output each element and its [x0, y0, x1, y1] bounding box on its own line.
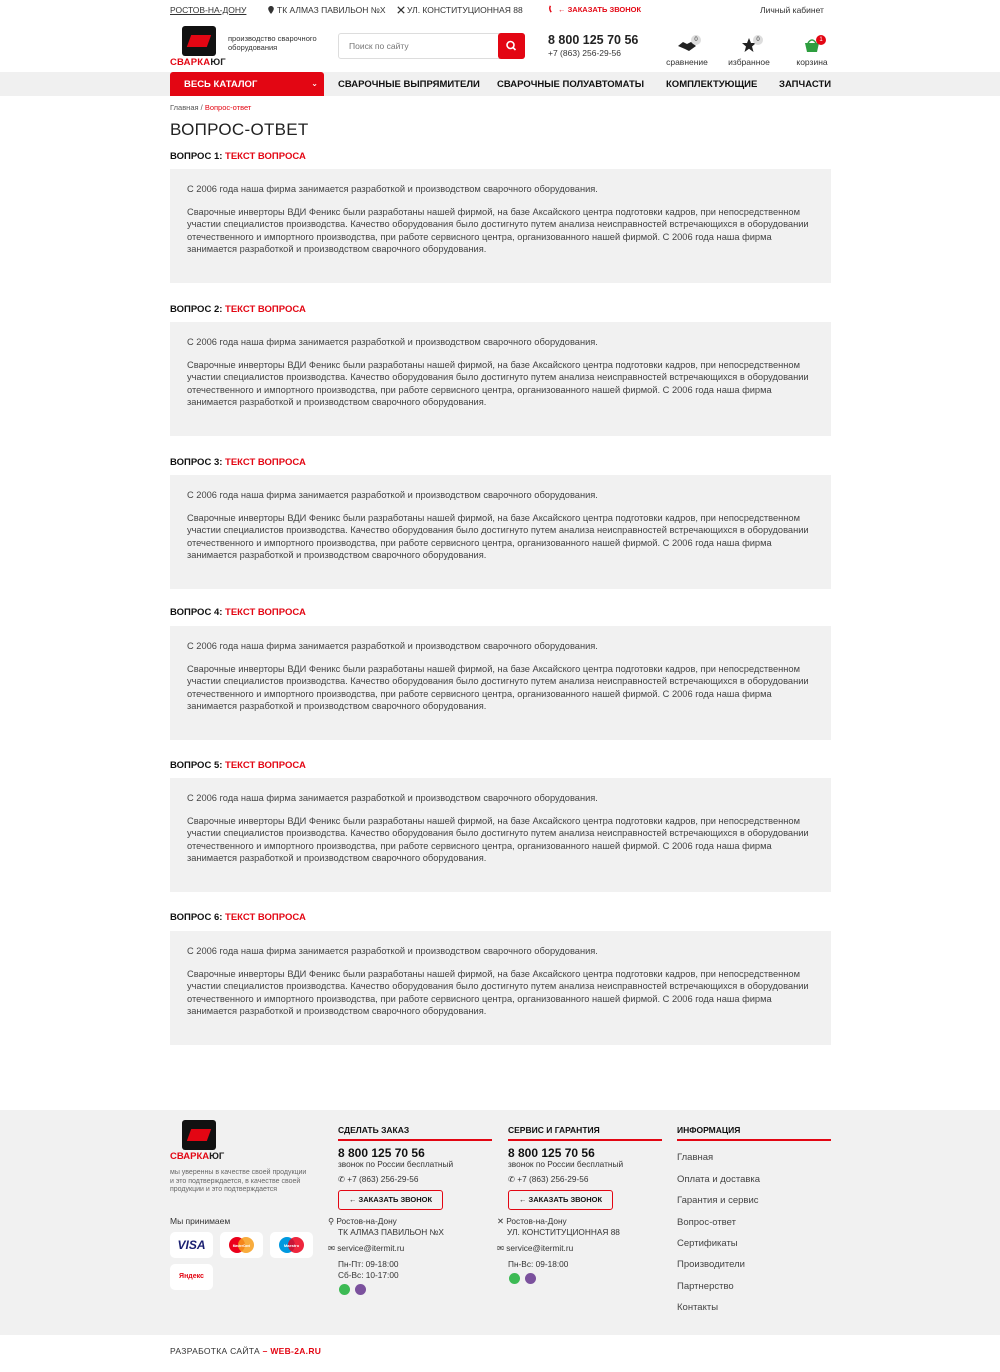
tools-icon [397, 6, 405, 14]
faq-question-text: ТЕКСТ ВОПРОСА [225, 760, 306, 771]
breadcrumb-current: Вопрос-ответ [204, 103, 252, 112]
mastercard-text: MasterCard [232, 1244, 251, 1248]
faq-answer-paragraph: Сварочные инверторы ВДИ Феникс были разработаны нашей фирмой, на базе Аксайского центра подготовки кадров, при непосредственном участии специалистов производства. Качество оборудования было достигнуто путем анализа неисправностей встречающихся в оборудовании отечественного и импортного производства, при работе сервисного центра, организованного нашей фирмой. С 2006 года наша фирма занимается разработкой и производством сварочного оборудования. [187, 664, 809, 711]
footer-order-callback-button[interactable]: ← ЗАКАЗАТЬ ЗВОНОК [338, 1190, 443, 1210]
footer-service-email[interactable] [497, 1243, 573, 1254]
footer-order-hours2: Сб-Вс: 10-17:00 [338, 1270, 399, 1280]
footer-link-home[interactable]: Главная [677, 1152, 714, 1163]
faq-question-text: ТЕКСТ ВОПРОСА [225, 457, 306, 468]
footer-order-phone[interactable]: 8 800 125 70 56 [338, 1146, 425, 1160]
footer-link-partnership[interactable]: Партнерство [677, 1281, 734, 1292]
mastercard-icon [220, 1232, 263, 1258]
faq-question-text: ТЕКСТ ВОПРОСА [225, 151, 306, 162]
footer-order-email-text: service@itermit.ru [337, 1243, 405, 1253]
logo-text-part1: СВАРКА [170, 57, 211, 68]
logo-mark [182, 26, 216, 56]
payment-methods-label: Мы принимаем [170, 1216, 231, 1226]
personal-account-link[interactable]: Личный кабинет [760, 5, 824, 15]
catalog-menu-button[interactable] [170, 72, 324, 96]
whatsapp-icon[interactable] [339, 1284, 350, 1295]
faq-answer-paragraph: С 2006 года наша фирма занимается разработкой и производством сварочного оборудования. [187, 946, 598, 956]
footer-link-manufacturers[interactable]: Производители [677, 1259, 745, 1270]
mastercard-logo [220, 1232, 263, 1258]
developer-credit-link[interactable]: – WEB-2A.RU [262, 1346, 322, 1356]
yandex-money-logo: Яндекс [170, 1264, 213, 1290]
request-callback-link[interactable] [548, 5, 641, 14]
phone-icon: ✆ [338, 1174, 345, 1184]
search-button[interactable] [498, 33, 525, 59]
favorites-count-badge: 0 [753, 35, 763, 45]
faq-answer [170, 169, 831, 283]
faq-question[interactable] [170, 912, 306, 923]
header-phone-secondary[interactable]: +7 (863) 256-29-56 [548, 48, 622, 58]
faq-answer [170, 322, 831, 436]
nav-item-components[interactable]: КОМПЛЕКТУЮЩИЕ [666, 79, 758, 90]
faq-answer [170, 626, 831, 740]
location-pin-icon [267, 6, 275, 14]
faq-answer-paragraph: Сварочные инверторы ВДИ Феникс были разработаны нашей фирмой, на базе Аксайского центра подготовки кадров, при непосредственном участии специалистов производства. Качество оборудования было достигнуто путем анализа неисправностей встречающихся в оборудовании отечественного и импортного производства, при работе сервисного центра, организованного нашей фирмой. С 2006 года наша фирма занимается разработкой и производством сварочного оборудования. [187, 816, 809, 863]
logo-text-part1: СВАРКА [170, 1151, 210, 1162]
breadcrumb-separator: / [198, 103, 205, 112]
faq-question-prefix: ВОПРОС 6: [170, 912, 223, 923]
footer-order-phone2-text: +7 (863) 256-29-56 [347, 1174, 419, 1184]
top-bar [0, 0, 1000, 20]
faq-answer-paragraph: Сварочные инверторы ВДИ Феникс были разработаны нашей фирмой, на базе Аксайского центра подготовки кадров, при непосредственном участии специалистов производства. Качество оборудования было достигнуто путем анализа неисправностей встречающихся в оборудовании отечественного и импортного производства, при работе сервисного центра, организованного нашей фирмой. С 2006 года наша фирма занимается разработкой и производством сварочного оборудования. [187, 969, 809, 1016]
header-phone-main[interactable]: 8 800 125 70 56 [548, 33, 639, 47]
logo-text [170, 57, 226, 68]
mail-icon: ✉ [497, 1243, 504, 1253]
footer-service-phone2-text: +7 (863) 256-29-56 [517, 1174, 589, 1184]
store-address-1-text: ТК АЛМАЗ ПАВИЛЬОН №Х [277, 5, 386, 15]
faq-question[interactable] [170, 151, 306, 162]
footer-order-address-line1: Ростов-на-Дону [336, 1216, 397, 1226]
footer-order-phone2[interactable] [338, 1174, 419, 1185]
footer-service-email-text: service@itermit.ru [506, 1243, 574, 1253]
footer-about-text: мы уверенны в качестве своей продукции и это подтверждается, в качестве своей продукции и это подтверждается [170, 1169, 307, 1193]
footer-service-phone-note: звонок по России бесплатный [508, 1159, 624, 1169]
store-address-2 [397, 5, 523, 15]
maestro-logo [270, 1232, 313, 1258]
faq-question-text: ТЕКСТ ВОПРОСА [225, 912, 306, 923]
faq-answer [170, 778, 831, 892]
developer-credit-label: РАЗРАБОТКА САЙТА [170, 1346, 260, 1356]
footer-link-payment-delivery[interactable]: Оплата и доставка [677, 1174, 761, 1185]
footer-link-certificates[interactable]: Сертификаты [677, 1238, 738, 1249]
faq-question-prefix: ВОПРОС 1: [170, 151, 223, 162]
footer-service-address [497, 1216, 620, 1238]
viber-icon[interactable] [525, 1273, 536, 1284]
footer-link-faq[interactable]: Вопрос-ответ [677, 1217, 736, 1228]
footer-service-callback-button[interactable]: ← ЗАКАЗАТЬ ЗВОНОК [508, 1190, 613, 1210]
faq-answer-paragraph: С 2006 года наша фирма занимается разработкой и производством сварочного оборудования. [187, 641, 598, 651]
footer-link-warranty[interactable]: Гарантия и сервис [677, 1195, 759, 1206]
nav-item-spare-parts[interactable]: ЗАПЧАСТИ [779, 79, 832, 90]
footer-service-address-line1: Ростов-на-Дону [506, 1216, 567, 1226]
logo-text-part2: ЮГ [210, 57, 226, 68]
footer-service-heading: СЕРВИС И ГАРАНТИЯ [508, 1125, 662, 1141]
faq-answer-paragraph: Сварочные инверторы ВДИ Феникс были разработаны нашей фирмой, на базе Аксайского центра подготовки кадров, при непосредственном участии специалистов производства. Качество оборудования было достигнуто путем анализа неисправностей встречающихся в оборудовании отечественного и импортного производства, при работе сервисного центра, организованного нашей фирмой. С 2006 года наша фирма занимается разработкой и производством сварочного оборудования. [187, 207, 809, 254]
faq-answer [170, 475, 831, 589]
footer-service-address-line2: УЛ. КОНСТИТУЦИОННАЯ 88 [507, 1227, 620, 1237]
faq-question-prefix: ВОПРОС 4: [170, 607, 223, 618]
nav-item-semiautomatic[interactable]: СВАРОЧНЫЕ ПОЛУАВТОМАТЫ [497, 79, 645, 90]
faq-question-prefix: ВОПРОС 5: [170, 760, 223, 771]
whatsapp-icon[interactable] [509, 1273, 520, 1284]
faq-answer [170, 931, 831, 1045]
phone-icon [548, 5, 556, 13]
cart-count-badge: 1 [816, 35, 826, 45]
faq-question[interactable] [170, 304, 306, 315]
compare-count-badge: 0 [691, 35, 701, 45]
favorites-label: избранное [728, 57, 770, 67]
faq-question-prefix: ВОПРОС 3: [170, 457, 223, 468]
footer-order-address-line2: ТК АЛМАЗ ПАВИЛЬОН №Х [338, 1227, 444, 1237]
location-pin-icon: ⚲ [328, 1216, 335, 1226]
search-box [338, 33, 525, 59]
faq-question-prefix: ВОПРОС 2: [170, 304, 223, 315]
faq-answer-paragraph: Сварочные инверторы ВДИ Феникс были разработаны нашей фирмой, на базе Аксайского центра подготовки кадров, при непосредственном участии специалистов производства. Качество оборудования было достигнуто путем анализа неисправностей встречающихся в оборудовании отечественного и импортного производства, при работе сервисного центра, организованного нашей фирмой. С 2006 года наша фирма занимается разработкой и производством сварочного оборудования. [187, 513, 809, 560]
footer-service-hours: Пн-Вс: 09-18:00 [508, 1259, 569, 1269]
store-address-2-text: УЛ. КОНСТИТУЦИОННАЯ 88 [407, 5, 523, 15]
compare-button[interactable] [662, 36, 712, 67]
faq-question[interactable] [170, 457, 306, 468]
developer-credit [170, 1346, 321, 1356]
faq-question-text: ТЕКСТ ВОПРОСА [225, 607, 306, 618]
faq-answer-paragraph: Сварочные инверторы ВДИ Феникс были разработаны нашей фирмой, на базе Аксайского центра подготовки кадров, при непосредственном участии специалистов производства. Качество оборудования было достигнуто путем анализа неисправностей встречающихся в оборудовании отечественного и импортного производства, при работе сервисного центра, организованного нашей фирмой. С 2006 года наша фирма занимается разработкой и производством сварочного оборудования. [187, 360, 809, 407]
faq-answer-paragraph: С 2006 года наша фирма занимается разработкой и производством сварочного оборудования. [187, 490, 598, 500]
footer-order-phone-note: звонок по России бесплатный [338, 1159, 454, 1169]
faq-question[interactable] [170, 760, 306, 771]
breadcrumb-home[interactable]: Главная [170, 103, 199, 112]
site-logo[interactable] [170, 26, 230, 68]
nav-item-rectifiers[interactable]: СВАРОЧНЫЕ ВЫПРЯМИТЕЛИ [338, 79, 480, 90]
request-callback-label: ← ЗАКАЗАТЬ ЗВОНОК [558, 5, 642, 14]
compare-label: сравнение [666, 57, 708, 67]
logo-mark [182, 1120, 216, 1150]
footer-info-heading: ИНФОРМАЦИЯ [677, 1125, 831, 1141]
faq-question[interactable] [170, 607, 306, 618]
site-tagline: производство сварочного оборудования [228, 34, 317, 52]
maestro-icon [270, 1232, 313, 1258]
tools-icon: ✕ [497, 1216, 504, 1226]
favorites-button[interactable] [724, 36, 774, 67]
search-icon [498, 33, 525, 59]
footer-order-address [328, 1216, 444, 1238]
faq-answer-paragraph: С 2006 года наша фирма занимается разработкой и производством сварочного оборудования. [187, 184, 598, 194]
maestro-text: Maestro [283, 1243, 300, 1248]
footer-link-contacts[interactable]: Контакты [677, 1302, 719, 1313]
footer-order-hours1: Пн-Пт: 09-18:00 [338, 1259, 399, 1269]
breadcrumb [170, 103, 251, 112]
footer-order-heading: СДЕЛАТЬ ЗАКАЗ [338, 1125, 492, 1141]
mail-icon: ✉ [328, 1243, 335, 1253]
catalog-menu-label: ВЕСЬ КАТАЛОГ [184, 79, 258, 90]
logo-text-part2: ЮГ [209, 1151, 225, 1162]
logo-text [170, 1151, 224, 1162]
faq-answer-paragraph: С 2006 года наша фирма занимается разработкой и производством сварочного оборудования. [187, 337, 598, 347]
viber-icon[interactable] [355, 1284, 366, 1295]
store-address-1 [267, 5, 386, 15]
faq-answer-paragraph: С 2006 года наша фирма занимается разработкой и производством сварочного оборудования. [187, 793, 598, 803]
page-title: ВОПРОС-ОТВЕТ [170, 120, 309, 139]
search-input[interactable] [339, 34, 489, 58]
cart-button[interactable] [787, 36, 837, 67]
footer-logo[interactable] [170, 1120, 230, 1162]
footer-order-email[interactable] [328, 1243, 404, 1254]
footer-order-hours [338, 1259, 399, 1281]
city-selector[interactable]: РОСТОВ-НА-ДОНУ [170, 5, 247, 15]
faq-question-text: ТЕКСТ ВОПРОСА [225, 304, 306, 315]
visa-logo: VISA [170, 1232, 213, 1258]
footer-service-phone2[interactable] [508, 1174, 589, 1185]
footer-service-phone[interactable]: 8 800 125 70 56 [508, 1146, 595, 1160]
chevron-down-icon: ⌄ [311, 79, 318, 88]
phone-icon: ✆ [508, 1174, 515, 1184]
cart-label: корзина [796, 57, 828, 67]
